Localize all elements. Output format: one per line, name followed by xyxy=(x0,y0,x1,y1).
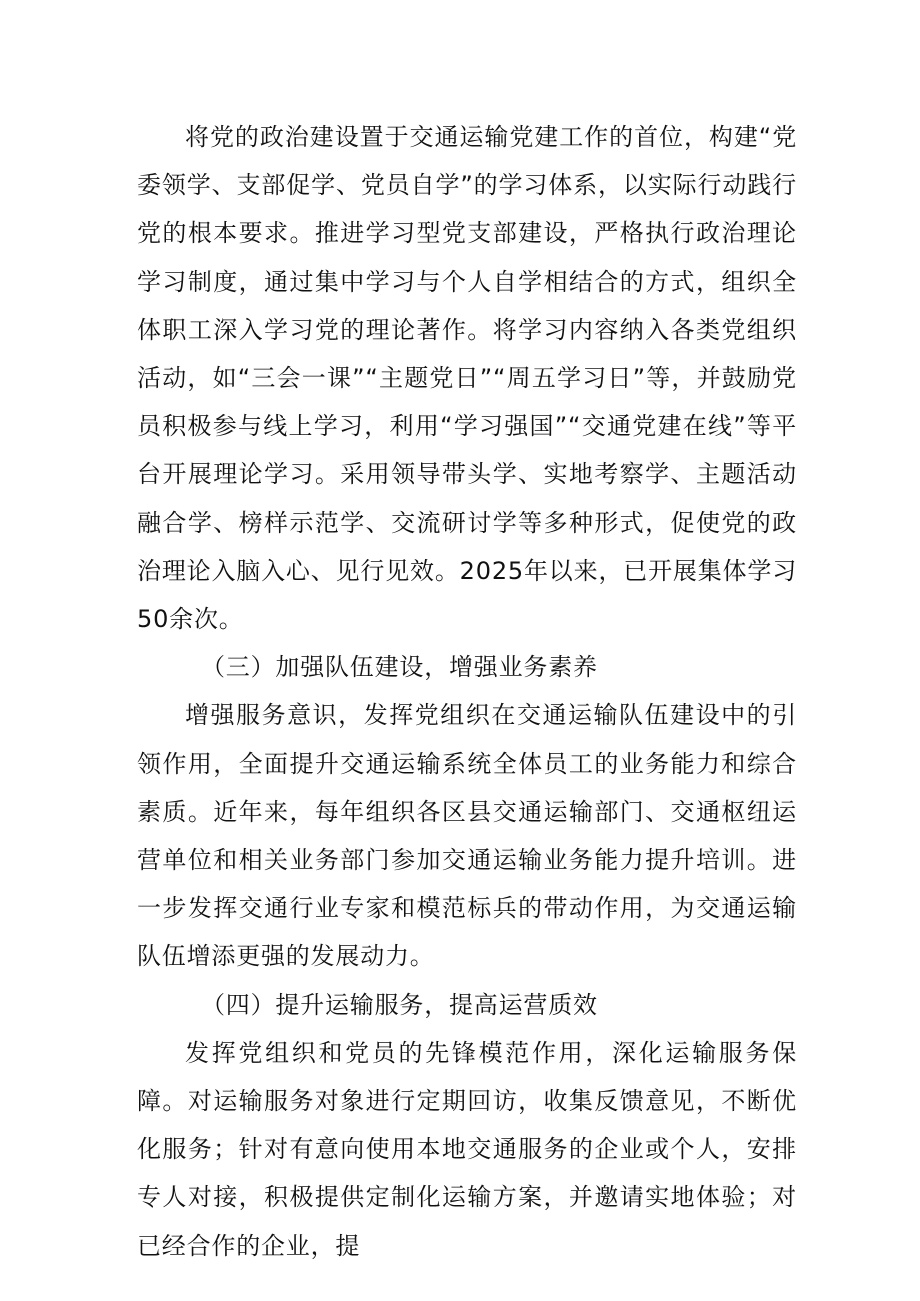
section-heading-3: （三）加强队伍建设，增强业务素养 xyxy=(201,653,598,682)
document-body xyxy=(137,113,797,1270)
body-paragraph-1: 将党的政治建设置于交通运输党建工作的首位，构建“党委领学、支部促学、党员自学”的学习体系，以实际行动践行党的根本要求。推进学习型党支部建设，严格执行政治理论学习制度，通过集中学习与个人自学相结合的方式，组织全体职工深入学习党的理论著作。将学习内容纳入各类党组织活动，如“三会一课”“主题党日”“周五学习日”等，并鼓励党员积极参与线上学习，利用“学习强国”“交通党建在线”等平台开展理论学习。采用领导带头学、实地考察学、主题活动融合学、榜样示范学、交流研讨学等多种形式，促使党的政治理论入脑入心、见行见效。2025年以来，已开展集体学习50余次。 xyxy=(137,123,797,634)
body-paragraph-2: 增强服务意识，发挥党组织在交通运输队伍建设中的引领作用，全面提升交通运输系统全体员工的业务能力和综合素质。近年来，每年组织各区县交通运输部门、交通枢纽运营单位和相关业务部门参加交通运输业务能力提升培训。进一步发挥交通行业专家和模范标兵的带动作用，为交通运输队伍增添更强的发展动力。 xyxy=(137,701,797,971)
section-heading-4: （四）提升运输服务，提高运营质效 xyxy=(201,990,598,1019)
body-paragraph-3: 发挥党组织和党员的先锋模范作用，深化运输服务保障。对运输服务对象进行定期回访，收集反馈意见，不断优化服务；针对有意向使用本地交通服务的企业或个人，安排专人对接，积极提供定制化运输方案，并邀请实地体验；对已经合作的企业，提 xyxy=(137,1038,797,1260)
